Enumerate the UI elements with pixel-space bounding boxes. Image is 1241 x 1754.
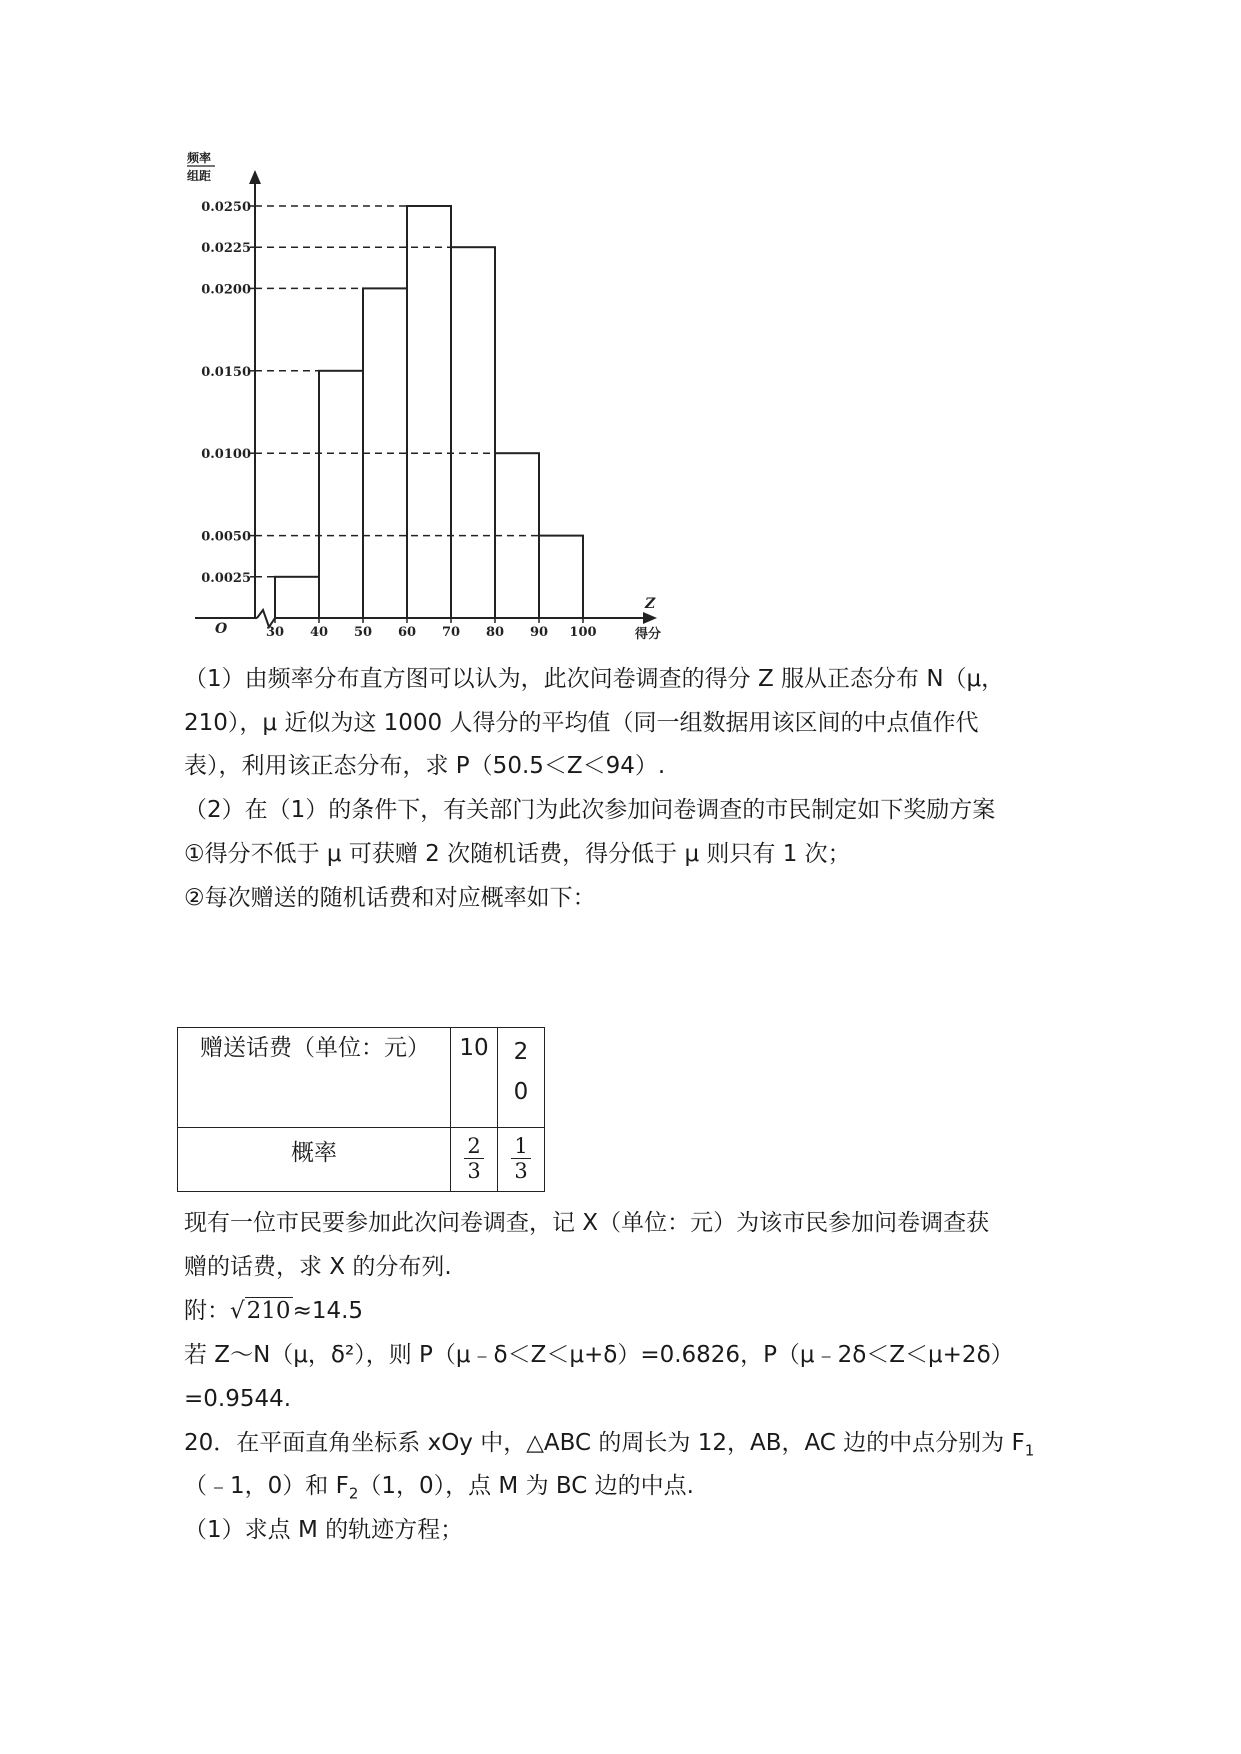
- square-root: √210: [230, 1298, 291, 1324]
- table-value-cell: 2 0: [498, 1028, 545, 1128]
- problem-20-line-2: （﹣1，0）和 $F_2(1$，0），点 M 为 BC 边的中点.: [184, 1473, 694, 1503]
- y-tick-label: 0.0025: [201, 570, 251, 586]
- question-2-line-2: ①得分不低于 μ 可获赠 2 次随机话费，得分低于 μ 则只有 1 次；: [184, 841, 851, 867]
- x-tick-label: 100: [569, 625, 597, 640]
- probability-cell: [498, 1128, 545, 1192]
- origin-label: O: [215, 621, 228, 637]
- x-axis-arrow: [643, 612, 657, 624]
- tick-labels: [187, 150, 661, 642]
- x-tick-label: 60: [397, 625, 417, 640]
- question-1-line-1: （1）由频率分布直方图可以认为，此次问卷调查的得分 Z 服从正态分布 N（μ，: [184, 666, 1005, 692]
- histogram-bar: [539, 536, 583, 618]
- y-tick-label: 0.0200: [201, 282, 251, 298]
- normal-property-line-1: 若 Z～N（μ，δ²），则 P（μ﹣δ＜Z＜μ+δ）=0.6826，P（μ﹣2δ＜Z＜μ+2δ）: [184, 1342, 1014, 1368]
- fraction-two-thirds: $\frac{2}{3}$: [464, 1134, 484, 1183]
- x-axis-label: 得分: [635, 627, 662, 642]
- normal-property-line-2: =0.9544.: [184, 1386, 292, 1412]
- histogram-bar: [275, 577, 319, 618]
- histogram-bar: [451, 247, 495, 618]
- y-axis-arrow: [249, 170, 261, 184]
- question-1-line-3: 表），利用该正态分布，求 P（50.5＜Z＜94）.: [184, 753, 666, 779]
- after-table-line-2: 赠的话费，求 X 的分布列.: [184, 1254, 452, 1280]
- x-axis-symbol: Z: [645, 596, 656, 612]
- x-tick-label: 80: [485, 625, 505, 640]
- y-tick-label: 0.0150: [201, 364, 251, 380]
- problem-20-line-1: 20．在平面直角坐标系 xOy 中，△ABC 的周长为 12，AB，AC 边的中点分别为 $F_1$: [184, 1430, 1035, 1460]
- table-row: [178, 1128, 545, 1192]
- y-tick-label: 0.0225: [201, 241, 251, 257]
- question-2-line-1: （2）在（1）的条件下，有关部门为此次参加问卷调查的市民制定如下奖励方案: [184, 797, 996, 823]
- x-tick-label: 50: [353, 625, 373, 640]
- frequency-histogram: [187, 150, 695, 660]
- problem-20-question-1: （1）求点 M 的轨迹方程；: [184, 1517, 464, 1543]
- probability-cell: [451, 1128, 498, 1192]
- x-tick-label: 70: [441, 625, 461, 640]
- x-tick-label: 40: [309, 625, 329, 640]
- appendix-line: 附：√210≈14.5: [184, 1298, 364, 1324]
- table-row: [178, 1028, 545, 1128]
- axes: [195, 170, 657, 627]
- histogram-bars: [275, 206, 583, 618]
- question-1-line-2: 210），μ 近似为这 1000 人得分的平均值（同一组数据用该区间的中点值作代: [184, 710, 979, 736]
- y-axis-label-bottom: 组距: [187, 169, 212, 183]
- y-tick-label: 0.0050: [201, 529, 251, 545]
- table-header-cell: 概率: [178, 1128, 451, 1192]
- x-tick-label: 30: [265, 625, 285, 640]
- y-axis-label-top: 频率: [187, 151, 212, 165]
- table-header-cell: 赠送话费（单位：元）: [178, 1028, 451, 1128]
- reward-table: [177, 1027, 545, 1192]
- after-table-line-1: 现有一位市民要参加此次问卷调查，记 X（单位：元）为该市民参加问卷调查获: [184, 1210, 990, 1236]
- dashed-guides: [255, 206, 539, 577]
- x-tick-label: 90: [529, 625, 549, 640]
- table-value-cell: 10: [451, 1028, 498, 1128]
- y-tick-label: 0.0100: [201, 447, 251, 463]
- question-2-line-3: ②每次赠送的随机话费和对应概率如下：: [184, 885, 596, 911]
- fraction-one-third: $\frac{1}{3}$: [511, 1134, 531, 1183]
- histogram-bar: [407, 206, 451, 618]
- y-tick-label: 0.0250: [201, 200, 251, 215]
- histogram-bar: [319, 371, 363, 618]
